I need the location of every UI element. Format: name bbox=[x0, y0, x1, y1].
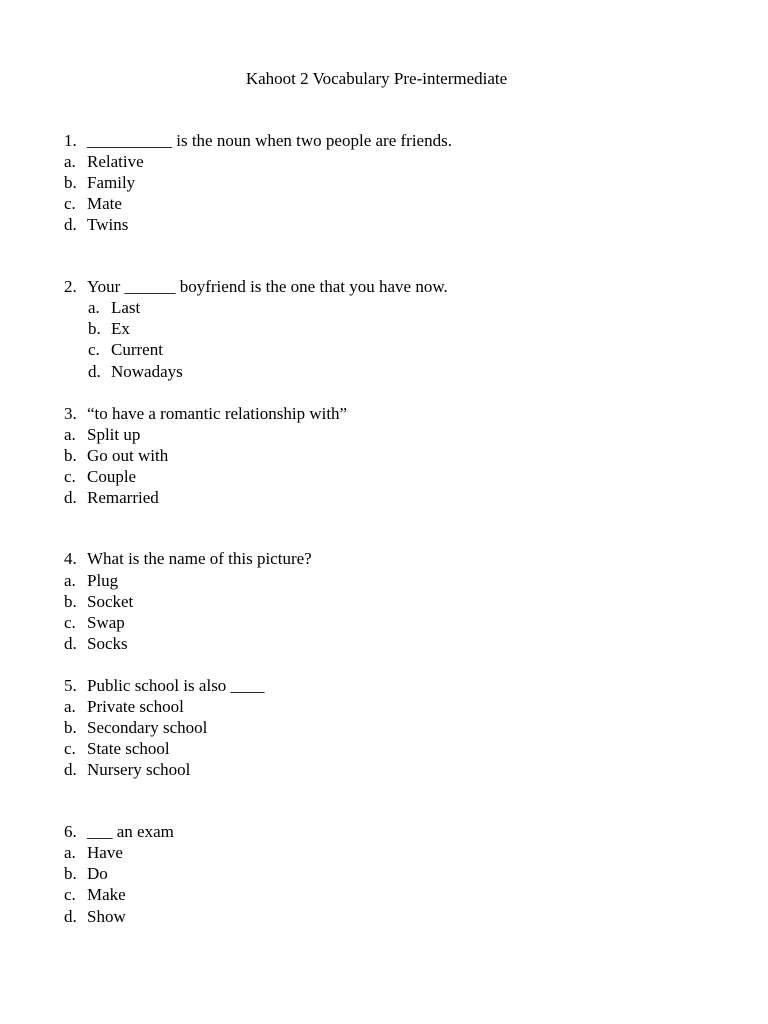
question-prompt: What is the name of this picture? bbox=[87, 549, 312, 568]
option-text: Private school bbox=[87, 697, 184, 716]
question-2-option-c bbox=[88, 339, 163, 360]
question-4-option-a bbox=[64, 570, 118, 591]
question-number: 6. bbox=[64, 822, 77, 841]
option-letter: d. bbox=[88, 362, 101, 381]
option-text: Go out with bbox=[87, 446, 169, 465]
option-letter: c. bbox=[88, 340, 100, 359]
option-text: Have bbox=[87, 843, 123, 862]
question-number: 5. bbox=[64, 676, 77, 695]
question-4 bbox=[64, 548, 312, 569]
option-letter: d. bbox=[64, 215, 77, 234]
option-letter: d. bbox=[64, 760, 77, 779]
option-text: Nowadays bbox=[111, 362, 183, 381]
question-6-option-a bbox=[64, 842, 123, 863]
option-letter: a. bbox=[64, 843, 76, 862]
question-2 bbox=[64, 276, 448, 297]
option-text: Nursery school bbox=[87, 760, 191, 779]
question-6 bbox=[64, 821, 174, 842]
option-letter: b. bbox=[64, 718, 77, 737]
question-prompt: Public school is also ____ bbox=[87, 676, 265, 695]
question-number: 3. bbox=[64, 404, 77, 423]
option-text: Ex bbox=[111, 319, 130, 338]
option-letter: a. bbox=[88, 298, 100, 317]
option-text: Plug bbox=[87, 571, 119, 590]
option-text: Relative bbox=[87, 152, 144, 171]
question-5-option-c bbox=[64, 738, 170, 759]
option-letter: b. bbox=[88, 319, 101, 338]
question-4-option-d bbox=[64, 633, 128, 654]
option-letter: c. bbox=[64, 613, 76, 632]
question-prompt: __________ is the noun when two people are friends. bbox=[87, 131, 452, 150]
option-letter: a. bbox=[64, 697, 76, 716]
question-6-option-c bbox=[64, 884, 126, 905]
question-3 bbox=[64, 403, 347, 424]
question-prompt: ___ an exam bbox=[87, 822, 174, 841]
option-text: Show bbox=[87, 907, 126, 926]
option-letter: b. bbox=[64, 592, 77, 611]
option-text: Split up bbox=[87, 425, 141, 444]
question-5-option-b bbox=[64, 717, 207, 738]
question-2-option-b bbox=[88, 318, 130, 339]
question-1-option-a bbox=[64, 151, 144, 172]
option-text: Do bbox=[87, 864, 108, 883]
option-letter: b. bbox=[64, 173, 77, 192]
option-text: Secondary school bbox=[87, 718, 208, 737]
option-text: Mate bbox=[87, 194, 122, 213]
option-text: Twins bbox=[87, 215, 129, 234]
option-text: Family bbox=[87, 173, 136, 192]
option-letter: c. bbox=[64, 885, 76, 904]
option-text: Current bbox=[111, 340, 163, 359]
question-3-option-d bbox=[64, 487, 159, 508]
question-3-option-c bbox=[64, 466, 136, 487]
question-4-option-c bbox=[64, 612, 125, 633]
document-title: Kahoot 2 Vocabulary Pre-intermediate bbox=[245, 69, 508, 88]
question-2-option-a bbox=[88, 297, 140, 318]
option-letter: a. bbox=[64, 152, 76, 171]
question-prompt: “to have a romantic relationship with” bbox=[87, 404, 348, 423]
question-6-option-d bbox=[64, 906, 126, 927]
question-5-option-a bbox=[64, 696, 184, 717]
option-text: Remarried bbox=[87, 488, 159, 507]
option-text: Socket bbox=[87, 592, 134, 611]
question-1 bbox=[64, 130, 452, 151]
option-letter: a. bbox=[64, 425, 76, 444]
question-1-option-c bbox=[64, 193, 122, 214]
question-6-option-b bbox=[64, 863, 108, 884]
option-text: Socks bbox=[87, 634, 128, 653]
question-4-option-b bbox=[64, 591, 133, 612]
question-2-option-d bbox=[88, 361, 183, 382]
question-prompt: Your ______ boyfriend is the one that you have now. bbox=[87, 277, 448, 296]
question-1-option-d bbox=[64, 214, 128, 235]
question-5 bbox=[64, 675, 265, 696]
option-letter: d. bbox=[64, 907, 77, 926]
option-text: Make bbox=[87, 885, 126, 904]
question-number: 1. bbox=[64, 131, 77, 150]
option-letter: d. bbox=[64, 488, 77, 507]
question-3-option-a bbox=[64, 424, 140, 445]
question-3-option-b bbox=[64, 445, 168, 466]
question-1-option-b bbox=[64, 172, 135, 193]
option-text: Swap bbox=[87, 613, 125, 632]
option-letter: b. bbox=[64, 446, 77, 465]
question-number: 2. bbox=[64, 277, 77, 296]
option-letter: b. bbox=[64, 864, 77, 883]
option-text: State school bbox=[87, 739, 170, 758]
option-letter: c. bbox=[64, 467, 76, 486]
option-letter: d. bbox=[64, 634, 77, 653]
question-number: 4. bbox=[64, 549, 77, 568]
option-text: Couple bbox=[87, 467, 137, 486]
option-letter: c. bbox=[64, 194, 76, 213]
question-5-option-d bbox=[64, 759, 190, 780]
option-letter: c. bbox=[64, 739, 76, 758]
option-text: Last bbox=[111, 298, 141, 317]
option-letter: a. bbox=[64, 571, 76, 590]
